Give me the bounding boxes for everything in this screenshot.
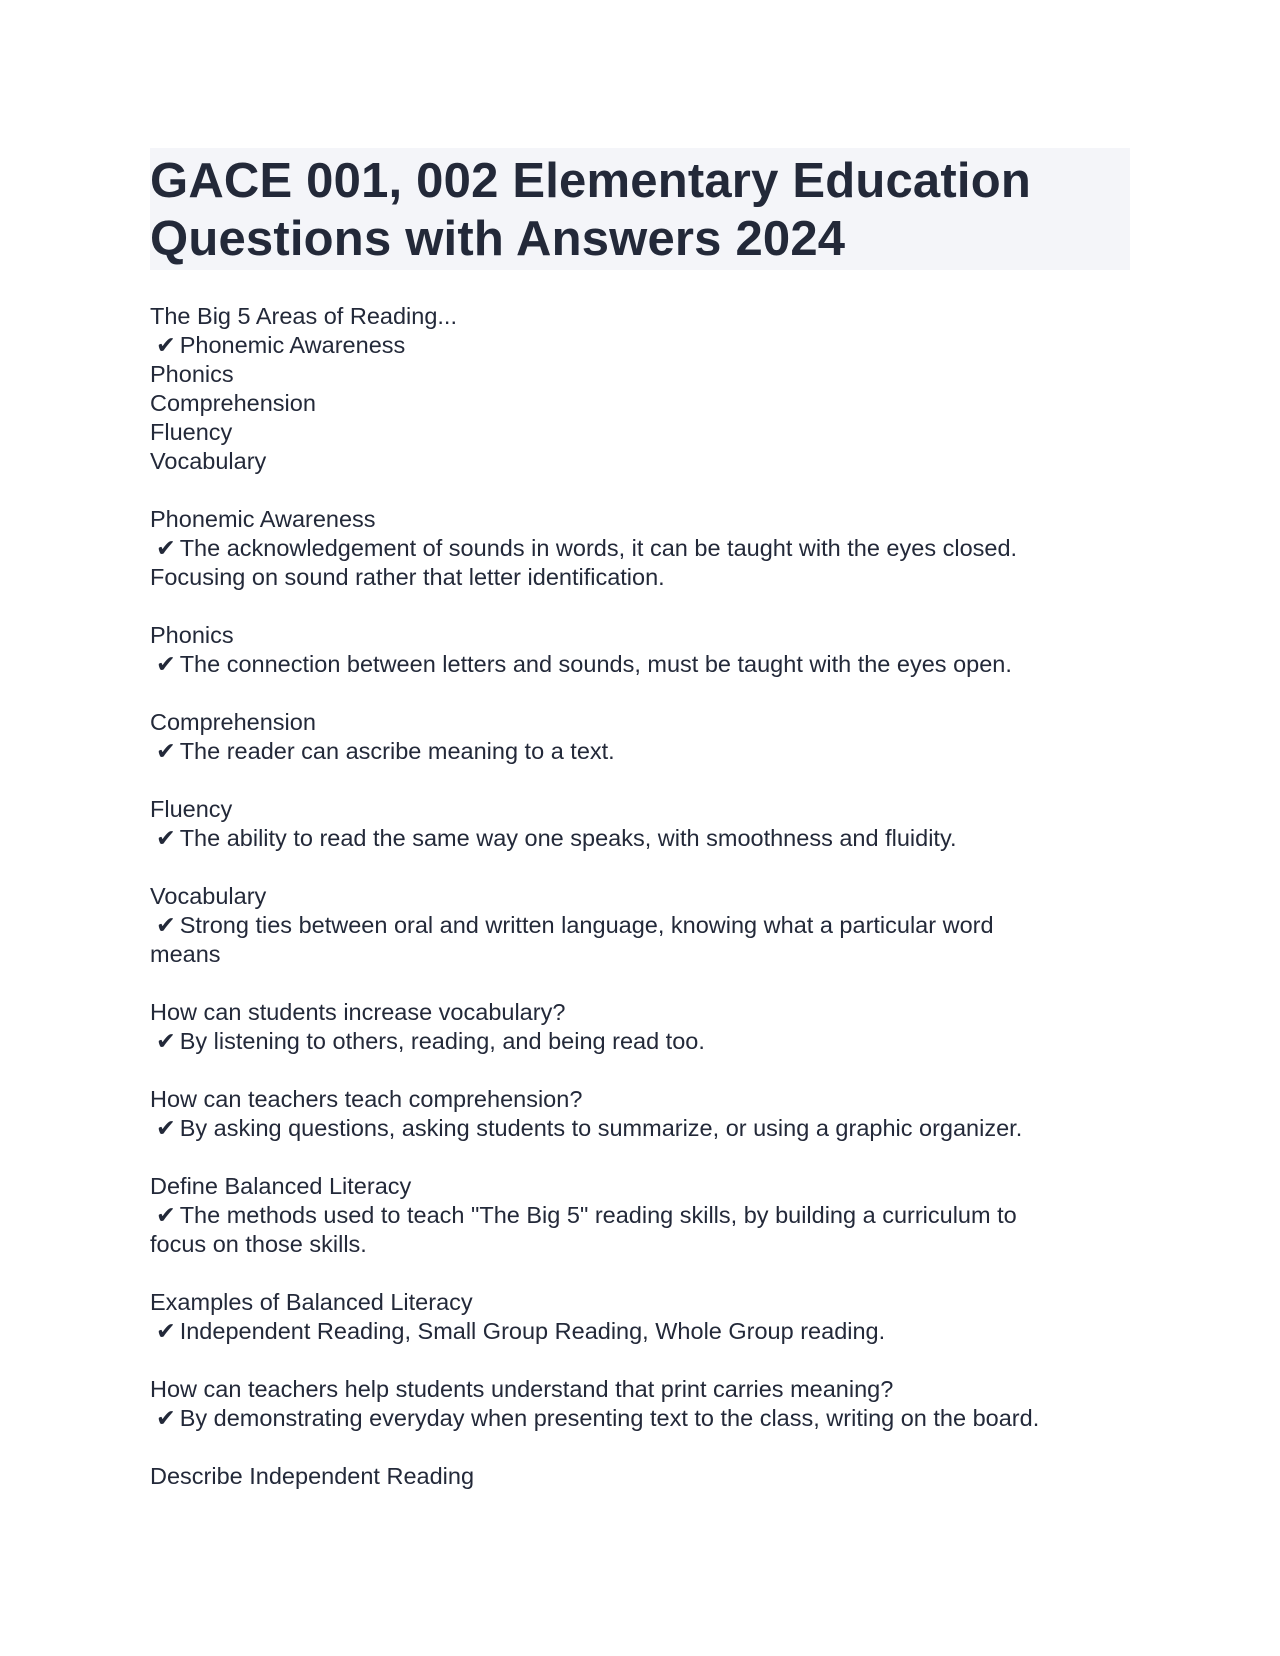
checkmark-icon: ✔	[156, 825, 176, 851]
qa-item	[150, 621, 1130, 679]
answer-text: The acknowledgement of sounds in words, it can be taught with the eyes closed.	[179, 535, 1018, 561]
answer-line	[150, 534, 1130, 563]
question-text: Describe Independent Reading	[150, 1463, 475, 1489]
title-line-1: GACE 001, 002 Elementary Education	[150, 154, 1031, 208]
answer-line	[150, 650, 1130, 679]
answer-line	[150, 1317, 1130, 1346]
answer-continuation: focus on those skills.	[150, 1231, 367, 1257]
answer-line	[150, 1027, 1130, 1056]
answer-text: By listening to others, reading, and being read too.	[179, 1028, 705, 1054]
qa-item	[150, 302, 1130, 476]
checkmark-icon: ✔	[156, 332, 176, 358]
document-title	[150, 148, 1130, 270]
qa-item	[150, 708, 1130, 766]
checkmark-icon: ✔	[156, 1202, 176, 1228]
question-text: How can teachers teach comprehension?	[150, 1086, 583, 1112]
qa-item	[150, 1288, 1130, 1346]
qa-item	[150, 505, 1130, 592]
answer-line	[150, 1404, 1130, 1433]
qa-item	[150, 882, 1130, 969]
answer-line	[150, 1201, 1130, 1230]
answer-line	[150, 331, 1130, 360]
answer-text: The connection between letters and sounds, must be taught with the eyes open.	[179, 651, 1012, 677]
answer-text: The ability to read the same way one speaks, with smoothness and fluidity.	[179, 825, 957, 851]
answer-line	[150, 911, 1130, 940]
checkmark-icon: ✔	[156, 1115, 176, 1141]
question-text: How can students increase vocabulary?	[150, 999, 566, 1025]
checkmark-icon: ✔	[156, 912, 176, 938]
question-text: The Big 5 Areas of Reading...	[150, 303, 457, 329]
title-line-2: Questions with Answers 2024	[150, 212, 846, 266]
answer-text: Phonemic Awareness	[179, 332, 406, 358]
answer-text: The reader can ascribe meaning to a text.	[179, 738, 615, 764]
answer-continuation: Fluency	[150, 419, 233, 445]
checkmark-icon: ✔	[156, 651, 176, 677]
checkmark-icon: ✔	[156, 1318, 176, 1344]
answer-continuation: means	[150, 941, 221, 967]
qa-item	[150, 795, 1130, 853]
question-text: How can teachers help students understand that print carries meaning?	[150, 1376, 894, 1402]
answer-text: Strong ties between oral and written language, knowing what a particular word	[179, 912, 994, 938]
qa-list	[150, 302, 1130, 1491]
document-page	[150, 148, 1130, 1520]
checkmark-icon: ✔	[156, 738, 176, 764]
question-text: Examples of Balanced Literacy	[150, 1289, 473, 1315]
question-text: Fluency	[150, 796, 233, 822]
question-text: Comprehension	[150, 709, 316, 735]
question-text: Vocabulary	[150, 883, 267, 909]
answer-text: The methods used to teach "The Big 5" reading skills, by building a curriculum to	[179, 1202, 1017, 1228]
answer-text: Independent Reading, Small Group Reading, Whole Group reading.	[179, 1318, 886, 1344]
question-text: Phonics	[150, 622, 234, 648]
answer-text: By demonstrating everyday when presenting text to the class, writing on the board.	[179, 1405, 1040, 1431]
qa-item	[150, 1085, 1130, 1143]
answer-continuation: Focusing on sound rather that letter identification.	[150, 564, 665, 590]
answer-line	[150, 737, 1130, 766]
question-text: Phonemic Awareness	[150, 506, 376, 532]
answer-continuation: Vocabulary	[150, 448, 267, 474]
qa-item	[150, 1462, 1130, 1491]
qa-item	[150, 1375, 1130, 1433]
answer-continuation: Comprehension	[150, 390, 316, 416]
answer-line	[150, 824, 1130, 853]
checkmark-icon: ✔	[156, 1405, 176, 1431]
answer-continuation: Phonics	[150, 361, 234, 387]
checkmark-icon: ✔	[156, 535, 176, 561]
question-text: Define Balanced Literacy	[150, 1173, 412, 1199]
answer-line	[150, 1114, 1130, 1143]
checkmark-icon: ✔	[156, 1028, 176, 1054]
qa-item	[150, 998, 1130, 1056]
answer-text: By asking questions, asking students to summarize, or using a graphic organizer.	[179, 1115, 1023, 1141]
qa-item	[150, 1172, 1130, 1259]
